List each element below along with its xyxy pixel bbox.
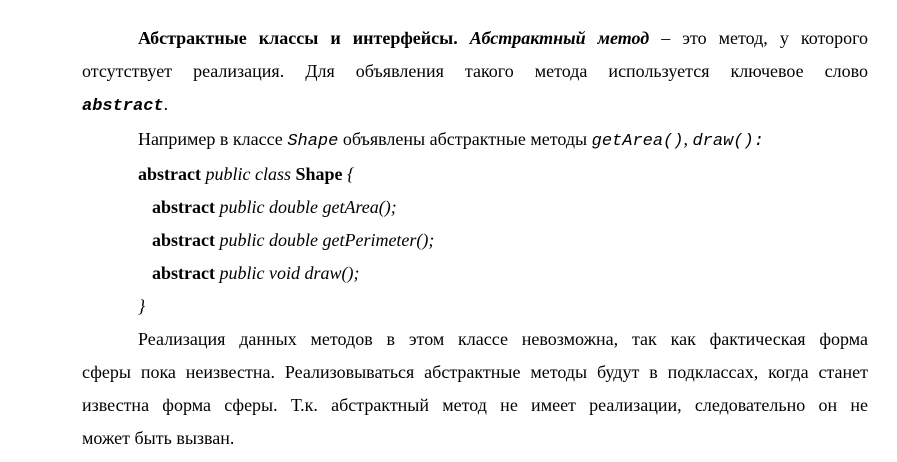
keyword-abstract: abstract [82,97,164,116]
code-block [82,158,868,323]
explanation-line-1: Реализация данных методов в этом классе невозможна, так как фактическая форма [138,329,868,349]
explanation-line-2: сферы пока неизвестна. Реализовываться абстрактные методы будут в подклассах, когда станет [82,362,868,382]
example-intro-tail: : [753,132,764,151]
example-sep: , [683,129,693,149]
code-kw: abstract [152,263,215,283]
code-decl: public double getPerimeter(); [214,230,435,250]
keyword-tail: . [163,94,169,114]
explanation-paragraph [82,323,868,455]
example-intro-prefix: Например в классе [138,129,288,149]
example-intro [82,123,868,158]
definition-paragraph [82,22,868,123]
document-page [82,22,868,455]
code-line-getarea [82,191,868,224]
code-brace-close: } [138,296,146,316]
definition-line-1 [82,22,868,55]
code-line-close [82,290,868,323]
code-line-getperimeter [82,224,868,257]
method-getarea: getArea() [591,132,684,151]
code-brace-open: { [342,164,355,184]
method-draw: draw() [692,132,754,151]
code-kw: abstract [152,230,215,250]
explanation-line-3: известна форма сферы. Т.к. абстрактный метод не имеет реализации, следовательно он не [82,395,868,415]
code-kw: abstract [138,164,201,184]
definition-line-2: отсутствует реализация. Для объявления такого метода используется ключевое слово [82,61,868,81]
example-intro-middle: объявлены абстрактные методы [338,129,592,149]
code-line-draw [82,257,868,290]
definition-rest: – это метод, у которого [649,28,869,48]
code-class-name: Shape [295,164,343,184]
definition-line-3 [82,88,868,123]
section-title: Абстрактные классы и интерфейсы. [138,28,458,48]
code-modifiers: public class [200,164,296,184]
code-decl: public double getArea(); [214,197,397,217]
code-line-class [82,158,868,191]
explanation-line-4: может быть вызван. [82,428,235,448]
term-abstract-method: Абстрактный метод [469,28,650,48]
code-kw: abstract [152,197,215,217]
code-decl: public void draw(); [214,263,360,283]
class-name-shape: Shape [287,132,339,151]
